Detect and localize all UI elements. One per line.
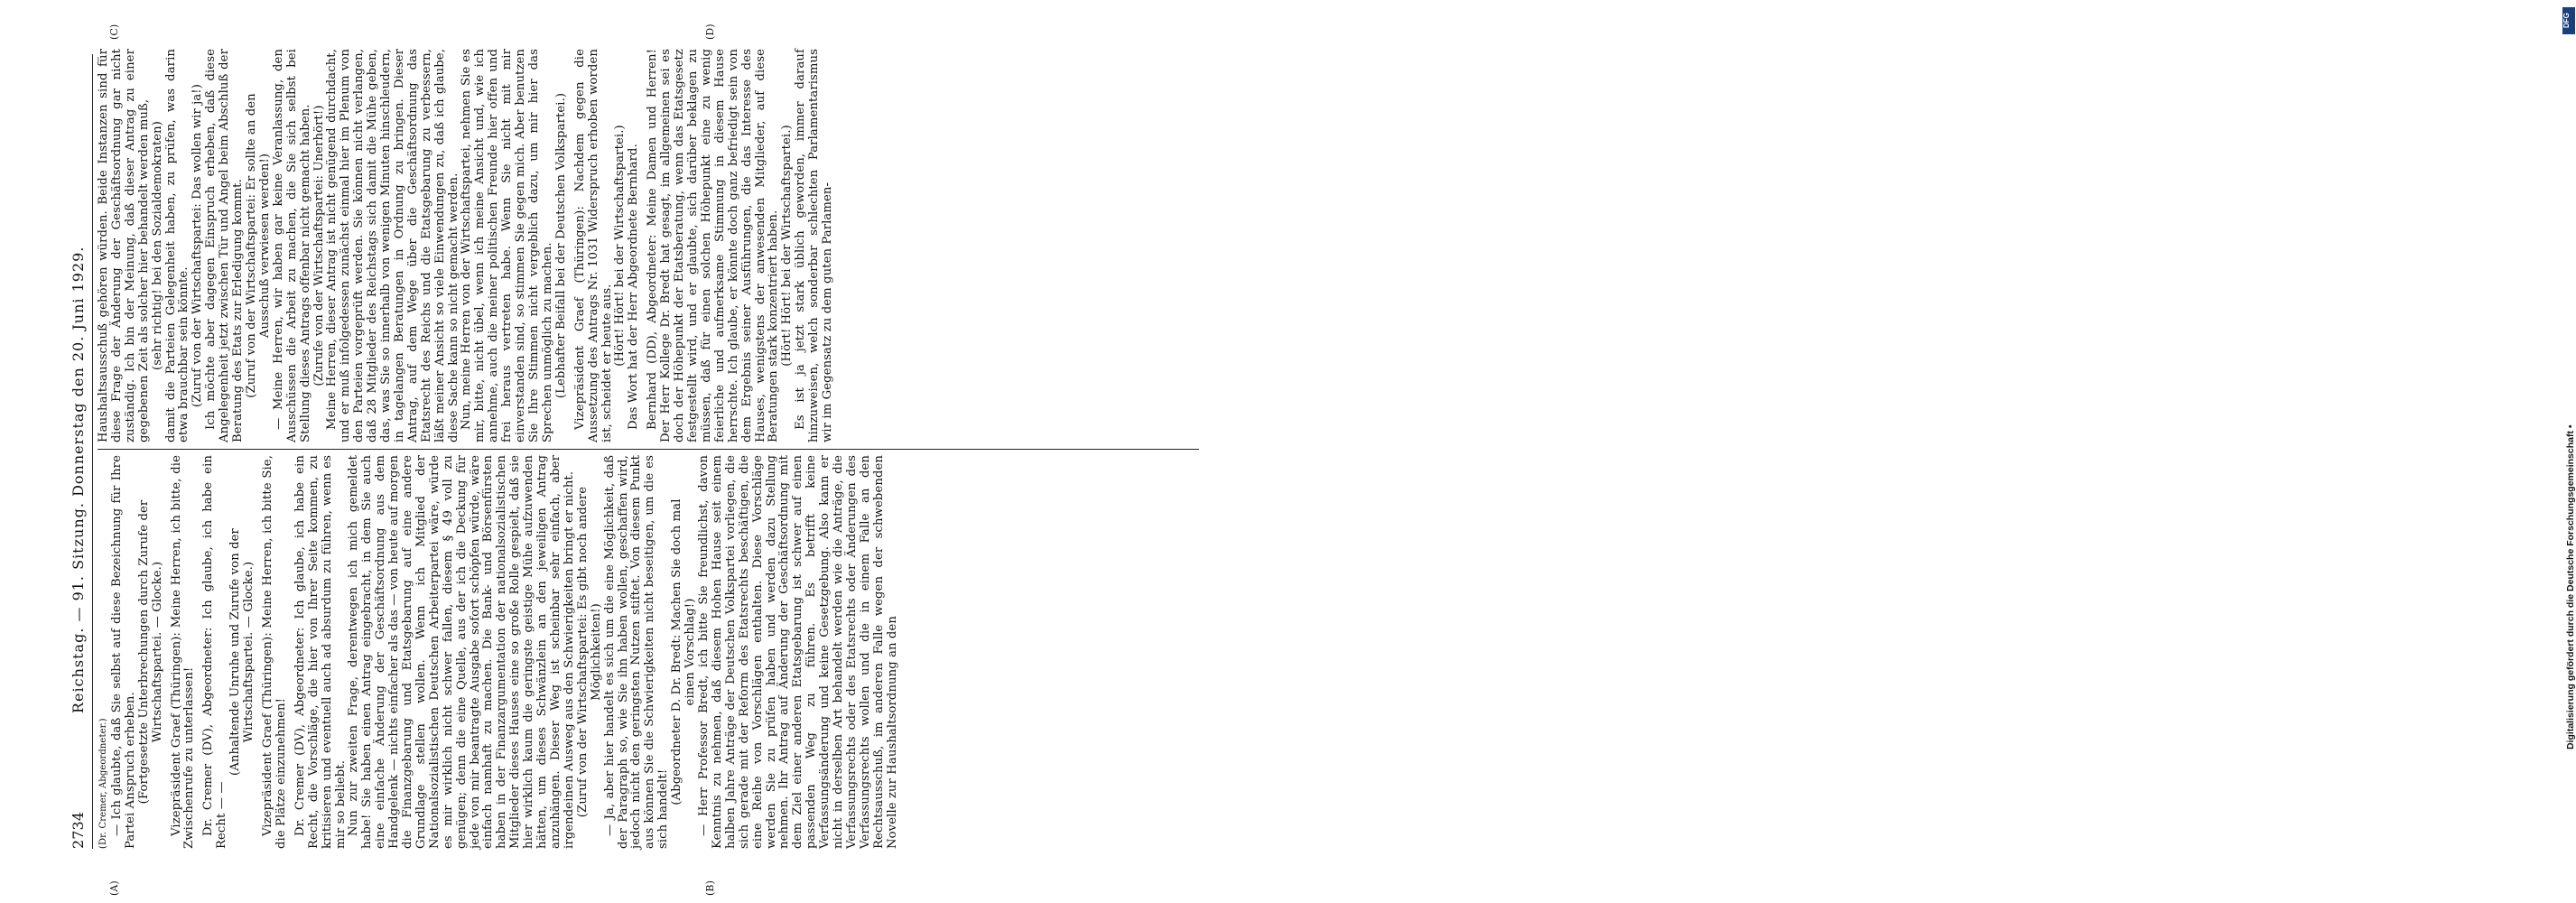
funding-note: Digitalisierung gefördert durch die Deutsche Forschungsgemeinschaft • <box>2565 424 2576 749</box>
right-column <box>98 49 835 442</box>
paragraph: — Ja, aber hier handelt es sich um die eine Möglichkeit, daß der Paragraph so, wie Sie ihn haben wollen, geschaffen wird, jedoch nicht den geringsten Nutzen stiftet. Von diesem Punkt aus können Sie die Schwierigkeiten nicht beseitigen, um die es sich handelt! <box>602 455 671 849</box>
rotated-page <box>70 23 1255 896</box>
interjection: (Zuruf von der Wirtschaftspartei: Er sollte an den Ausschuß verwiesen werden!) <box>244 93 272 398</box>
paragraph: Ich möchte aber dagegen Einspruch erheben, daß diese Angelegenheit jetzt zwischen Tür und Angel beim Abschluß der Beratung des Etats zur Erledigung kommt. <box>204 49 246 442</box>
paragraph: Meine Herren, dieser Antrag ist nicht genügend durchdacht, und er muß infolgedessen zunächst einmal hier im Plenum von den Parteien vorgeprüft werden. Sie können nicht verlangen, daß 28 Mitglieder des Reichstags sich damit die Mühe geben, das, was Sie so innerhalb von wenigen Minuten hinschleudern, in tagelangen Beratungen in Ordnung zu bringen. Dieser Antrag, auf dem Wege über die Geschäftsordnung das Etatsrecht des Reichs und die Etatsgebarung zu verbessern, läßt meiner Ansicht so viele Einwendungen zu, daß ich glaube, diese Sache kann so nicht gemacht werden. <box>325 49 460 442</box>
interjection: (Abgeordneter D. Dr. Bredt: Machen Sie doch mal einen Vorschlag!) <box>670 498 698 805</box>
dfg-logo: DFG <box>2562 7 2575 34</box>
interjection: (Zuruf von der Wirtschaftspartei: Das wollen wir ja!) <box>191 84 205 407</box>
margin-marker-b: (B) <box>704 880 716 896</box>
interjection: (Lebhafter Beifall bei der Deutschen Volkspartei.) <box>553 92 568 399</box>
column-divider <box>98 449 1199 450</box>
paragraph: Vizepräsident Graef (Thüringen): Nachdem gegen die Aussetzung des Antrags Nr. 1031 Widerspruch erhoben worden ist, scheidet er heute aus. <box>572 49 614 442</box>
paragraph: Nun zur zweiten Frage, derentwegen ich mich gemeldet habe! Sie haben einen Antrag eingebracht, in dem Sie auch eine einfache Änderung der Geschäftsordnung aus dem Handgelenk — nichts einfacher als das — von heute auf morgen die Finanzgebarung und Etatsgebarung auf eine andere Grundlage stellen wollen. Wenn ich Mitglied der Nationalsozialistischen Deutschen Arbeiterpartei wäre, würde es mir wirklich nicht schwer fallen, diesem § 49 voll zu genügen; denn die eine Quelle, aus der ich die Deckung für jede von mir beantragte Ausgabe sofort schöpfen würde, wäre einfach namhaft zu machen. Die Bank- und Börsenfürsten haben in der Finanzargumentation der nationalsozialistischen Mitglieder dieses Hauses eine so große Rolle gespielt, daß sie hier wirklich kaum die geringste geistige Mühe aufzuwenden hätten, um dieses Schwänzlein an den jeweiligen Antrag anzuhängen. Dieser Weg ist scheinbar sehr einfach, aber irgendeinen Ausweg aus den Schwierigkeiten bringt er nicht. <box>347 455 576 849</box>
interjection: (Anhaltende Unruhe und Zurufe von der Wirtschaftspartei. — Glocke.) <box>228 528 256 776</box>
left-column <box>98 455 900 849</box>
paragraph: — Meine Herren, wir haben gar keine Veranlassung, den Ausschüssen die Arbeit zu machen, die Sie sich selbst bei Stellung dieses Antrags offenbar nicht gemacht haben. <box>271 49 312 442</box>
interjection: (Zuruf von der Wirtschaftspartei: Es gibt noch andere Möglichkeiten!) <box>575 486 603 818</box>
paragraph: — Ich glaubte, daß Sie selbst auf diese Bezeichnung für Ihre Partei Anspruch erheben. <box>109 455 137 849</box>
margin-marker-c: (C) <box>108 23 120 40</box>
paragraph: — Herr Professor Bredt, ich bitte Sie freundlichst, davon Kenntnis zu nehmen, daß diesem Hohen Hause seit einem halben Jahre Anträge der Deutschen Volkspartei vorliegen, die sich gerade mit der Reform des Etatsrechts beschäftigen, die eine Reihe von Vorschlägen enthalten. Diese Vorschläge werden Sie zu prüfen haben und werden dazu Stellung nehmen. Ihr Antrag auf Änderung der Geschäftsordnung mit dem Ziel einer anderen Etatsgebarung ist schwer auf einen passenden Weg zu führen. Es betrifft keine Verfassungsänderung und keine Gesetzgebung. Also kann er nicht in derselben Art behandelt werden wie die Anträge, die Verfassungsrechts oder des Etatsrechts oder Änderungen des Verfassungsrechts wollen und die in einem Falle an den Rechtsausschuß, im anderen Falle wegen der schwebenden Novelle zur Haushaltsordnung an den <box>696 455 899 849</box>
paragraph: Haushaltsausschuß gehören würden. Beide Instanzen sind für diese Frage der Änderung der Geschäftsordnung gar nicht zuständig. Ich bin der Meinung, daß dieser Antrag zu einer gegebenen Zeit als solcher hier behandelt werden muß, <box>97 49 151 442</box>
interjection: (Fortgesetzte Unterbrechungen durch Zurufe der Wirtschaftspartei. — Glocke.) <box>136 499 164 805</box>
running-title: Reichstag. — 91. Sitzung. Donnerstag den 20. Juni 1929. <box>70 246 87 713</box>
digitization-sidebar <box>1280 0 2576 903</box>
interjection: (sehr richtig! bei den Sozialdemokraten) <box>150 121 164 370</box>
paragraph: Es ist ja jetzt stark üblich geworden, immer darauf hinzuweisen, welch sonderbar schlechten Parlamentarismus wir im Gegensatz zu dem guten Parlamen- <box>794 49 835 442</box>
paragraph: Dr. Cremer (DV), Abgeordneter: Ich glaube, ich habe ein Recht, die Vorschläge, die hier von Ihrer Seite kommen, zu kritisieren und eventuell auch ad absurdum zu führen, wenn es mir so beliebt. <box>293 455 348 849</box>
paragraph: Nun, meine Herren von der Wirtschaftspartei, nehmen Sie es mir, bitte, nicht übel, wenn ich meine Ansicht und, wie ich annehme, auch die meiner politischen Freunde hier offen und frei heraus vertreten habe. Wenn Sie nicht mit mir einverstanden sind, so stimmen Sie gegen mich. Aber benutzen Sie Ihre Stimmen nicht vergeblich dazu, um mir hier das Sprechen unmöglich zu machen. <box>460 49 554 442</box>
interjection: (Hört! Hört! bei der Wirtschaftspartei.) <box>613 125 628 367</box>
page-number: 2734 <box>70 811 87 849</box>
running-head <box>72 54 93 849</box>
paragraph: Bernhard (DD), Abgeordneter: Meine Damen und Herren! Der Herr Kollege Dr. Bredt hat gesagt, im allgemeinen sei es doch der Höhepunkt der Etatsberatung, wenn das Etatsgesetz festgestellt wird, und er glaubte, sich darüber beklagen zu müssen, daß für einen solchen Höhepunkt eine zu wenig feierliche und aufmerksame Stimmung in diesem Hause herrschte. Ich glaube, er könnte doch ganz befriedigt sein von dem Ergebnis seiner Ausführungen, die das Interesse des Hauses, wenigstens der anwesenden Mitglieder, auf diese Beratungen stark konzentriert haben. <box>646 49 781 442</box>
paragraph: Das Wort hat der Herr Abgeordnete Bernhard. <box>627 144 641 430</box>
paragraph: Dr. Cremer (DV), Abgeordneter: Ich glaube, ich habe ein Recht — — <box>201 455 229 849</box>
paragraph: Vizepräsident Graef (Thüringen): Meine Herren, ich bitte Sie, die Plätze einzunehmen! <box>260 455 288 849</box>
margin-marker-d: (D) <box>704 23 716 40</box>
paragraph: damit die Parteien Gelegenheit haben, zu prüfen, was darin etwa brauchbar sein könnte. <box>163 49 191 442</box>
paragraph: Vizepräsident Graef (Thüringen): Meine Herren, ich bitte, die Zwischenrufe zu unterlassen! <box>169 455 197 849</box>
interjection: (Zurufe von der Wirtschaftspartei: Unerhört!) <box>312 105 326 386</box>
speaker-header: (Dr. Cremer, Abgeordneter.) <box>98 718 108 849</box>
interjection: (Hört! Hört! bei der Wirtschaftspartei.) <box>780 125 795 367</box>
margin-marker-a: (A) <box>108 880 120 896</box>
